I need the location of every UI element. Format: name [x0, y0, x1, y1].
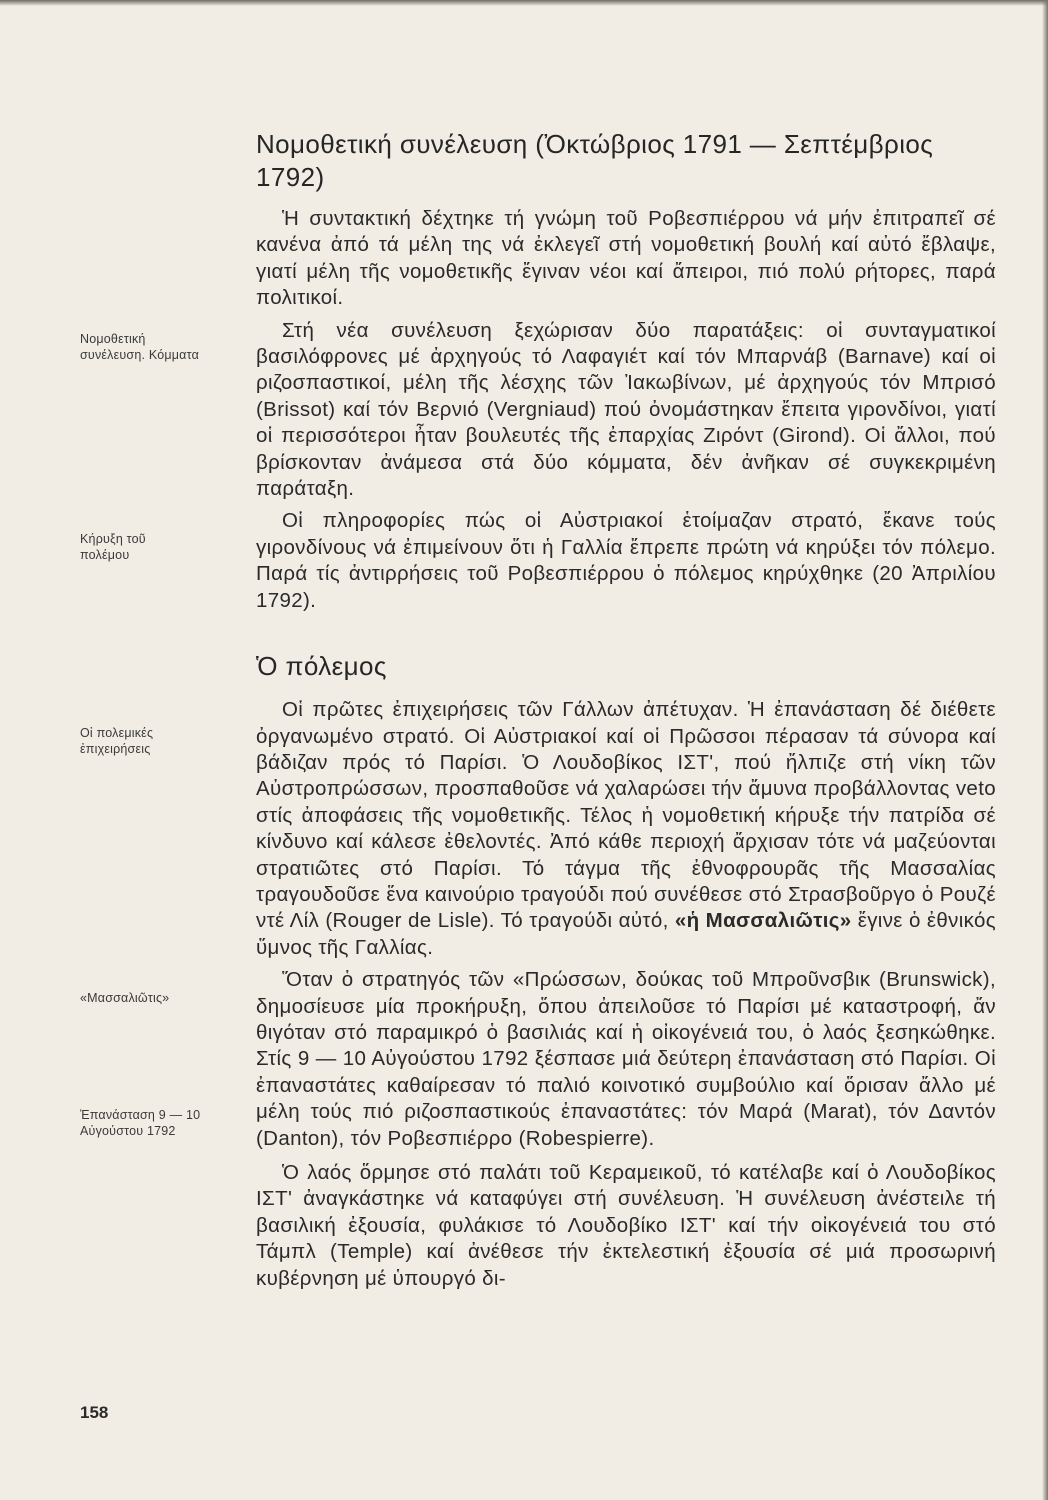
page-number: 158 [80, 1403, 109, 1422]
paragraph: Ἡ συντακτική δέχτηκε τή γνώμη τοῦ Ροβεσπιέρρου νά μήν ἐπιτραπεῖ σέ κανένα ἀπό τά μέλη της νά ἐκλεγεῖ στή νομοθετική βουλή καί αὐτό ἔβλαψε, γιατί μέλη τῆς νομοθετικῆς ἔγιναν νέοι καί ἄπειροι, πιό πολύ ρήτορες, παρά πολιτικοί. [256, 207, 996, 310]
page-right-edge [1042, 0, 1048, 1500]
margin-note-declaration-of-war [80, 531, 240, 563]
paragraph: Οἱ πληροφορίες πώς οἱ Αὐστριακοί ἑτοίμαζαν στρατό, ἔκανε τούς γιρονδίνους νά ἐπιμείνουν ὅτι ἡ Γαλλία ἔπρεπε πρώτη νά κηρύξει τόν πόλεμο. Παρά τίς ἀντιρρήσεις τοῦ Ροβεσπιέρρου ὁ πόλεμος κηρύχθηκε (20 Ἀπριλίου 1792). [256, 509, 996, 612]
page-top-edge [0, 0, 1048, 6]
paragraph-text: Οἱ πρῶτες ἐπιχειρήσεις τῶν Γάλλων ἀπέτυχαν. Ἡ ἐπανάσταση δέ διέθετε ὀργανωμένο στρατό. Οἱ Αὐστριακοί καί οἱ Πρῶσσοι πέρασαν τά σύνορα καί βάδιζαν πρός τό Παρίσι. Ὁ Λουδοβίκος ΙΣΤ', πού ἤλπιζε στή νίκη τῶν Αὐστροπρώσσων, προσπαθοῦσε νά χαλαρώσει τήν ἄμυνα προβάλλοντας veto στίς ἀποφάσεις τῆς νομοθετικῆς. Τέλος ἡ νομοθετική κήρυξε τήν πατρίδα σέ κίνδυνο καί κάλεσε ἐθελοντές. Ἀπό κάθε περιοχή ἄρχισαν τότε νά μαζεύονται στρατιῶτες στό Παρίσι. Τό τάγμα τῆς ἐθνοφρουρᾶς τῆς Μασσαλίας τραγουδοῦσε ἕνα καινούριο τραγούδι πού συνέθεσε στό Στρασβοῦργο ὁ Ρουζέ ντέ Λίλ (Rouger de Lisle). Τό τραγούδι αὐτό, [256, 698, 996, 933]
section-title-legislative-assembly: Νομοθετική συνέλευση (Ὀκτώβριος 1791 — Σεπτέμβριος 1792) [256, 129, 934, 192]
paragraph: Στή νέα συνέλευση ξεχώρισαν δύο παρατάξεις: οἱ συνταγματικοί βασιλόφρονες μέ ἀρχηγούς τό Λαφαγιέτ καί τόν Μπαρνάβ (Barnave) καί οἱ ριζοσπαστικοί, μέλη τῆς λέσχης τῶν Ἰακωβίνων, μέ ἀρχηγούς τόν Μπρισό (Brissot) καί τόν Βερνιό (Vergniaud) πού ὀνομάστηκαν ἔπειτα γιρονδίνοι, γιατί οἱ περισσότεροι ἦταν βουλευτές τῆς ἐπαρχίας Ζιρόντ (Girond). Οἱ ἄλλοι, πού βρίσκονταν ἀνάμεσα στά δύο κόμματα, δέν ἀνῆκαν σέ συγκεκριμένη παράταξη. [256, 318, 996, 501]
margin-note-line: συνέλευση. Κόμματα [80, 348, 199, 362]
paragraph: Ὅταν ὁ στρατηγός τῶν «Πρώσσων, δούκας τοῦ Μπροῦνσβικ (Brunswick), δημοσίευσε μία προκήρυξη, ὅπου ἀπειλοῦσε τό Παρίσι μέ καταστροφή, ἄν θιγόταν στό παραμικρό ὁ βασιλιάς καί ἡ οἰκογένειά του, ὁ λαός ξεσηκώθηκε. Στίς 9 — 10 Αὐγούστου 1792 ξέσπασε μιά δεύτερη ἐπανάσταση στό Παρίσι. Οἱ ἐπαναστάτες καθαίρεσαν τό παλιό κοινοτικό συμβούλιο καί ὅρισαν ἄλλο μέ μέλη τούς πιό ριζοσπαστικούς ἐπαναστάτες: τόν Μαρά (Marat), τόν Δαντόν (Danton), τόν Ροβεσπιέρρο (Robespierre). [256, 968, 996, 1150]
margin-note-legislative-assembly [80, 331, 240, 363]
marseillaise-emphasis: «ἡ Μασσαλιῶτις» [674, 909, 852, 933]
margin-note-line: Κήρυξη τοῦ [80, 532, 146, 546]
margin-note-line: ἐπιχειρήσεις [80, 742, 151, 756]
main-text-column [256, 128, 996, 1298]
margin-note-line: Ἐπανάσταση 9 — 10 [80, 1108, 201, 1122]
section-title-the-war: Ὁ πόλεμος [256, 651, 387, 682]
paragraph: Ὁ λαός ὅρμησε στό παλάτι τοῦ Κεραμεικοῦ, τό κατέλαβε καί ὁ Λουδοβίκος ΙΣΤ' ἀναγκάστηκε νά καταφύγει στή συνέλευση. Ἡ συνέλευση ἀνέστειλε τή βασιλική ἐξουσία, φυλάκισε τό Λουδοβίκο ΙΣΤ' καί τήν οἰκογένειά του στό Τάμπλ (Temple) καί ἀνέθεσε τήν ἐκτελεστική ἐξουσία σέ μιά προσωρινή κυβέρνηση μέ ὑπουργό δι- [256, 1161, 996, 1290]
margin-note-military-operations [80, 725, 240, 757]
margin-note-line: πολέμου [80, 548, 130, 562]
paragraph-text: ἔγινε ὁ ἐθνικός ὕμνος τῆς Γαλλίας. [256, 909, 997, 959]
margin-note-line: Αὐγούστου 1792 [80, 1124, 176, 1138]
margin-note-line: Νομοθετική [80, 332, 146, 346]
paragraph [256, 697, 996, 961]
margin-note-line: «Μασσαλιῶτις» [80, 991, 170, 1005]
margin-note-revolution-august [80, 1107, 240, 1139]
margin-note-line: Οἱ πολεμικές [80, 726, 154, 740]
margin-note-marseillaise [80, 990, 240, 1006]
